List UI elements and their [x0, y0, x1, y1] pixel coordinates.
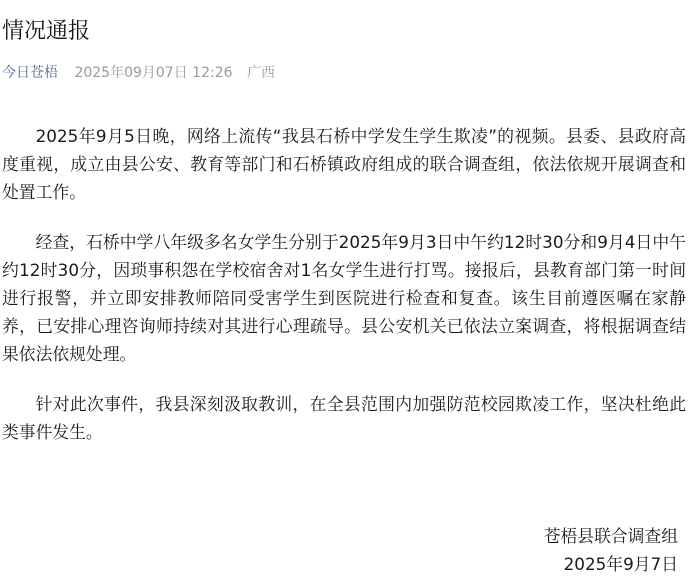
paragraph: 针对此次事件，我县深刻汲取教训，在全县范围内加强防范校园欺凌工作，坚决杜绝此类事件发生。 [2, 394, 686, 442]
article-title: 情况通报 [2, 19, 91, 44]
publish-time: 2025年09月07日 12:26 [74, 65, 233, 81]
paragraph: 2025年9月5日晚，网络上流传“我县石桥中学发生学生欺凌”的视频。县委、县政府高度重视，成立由县公安、教育等部门和石桥镇政府组成的联合调查组，依法依规开展调查和处置工作。 [2, 126, 686, 202]
signature-date: 2025年9月7日 [563, 554, 678, 574]
publish-location: 广西 [246, 65, 275, 81]
article-meta [2, 62, 275, 84]
account-name-link[interactable]: 今日苍梧 [2, 65, 58, 81]
signature-block [544, 522, 678, 578]
signature-organization: 苍梧县联合调查组 [543, 526, 678, 546]
article-body [2, 122, 686, 468]
paragraph: 经查，石桥中学八年级多名女学生分别于2025年9月3日中午约12时30分和9月4日中午约12时30分，因琐事积怨在学校宿舍对1名女学生进行打骂。接报后，县教育部门第一时间进行报警，并立即安排教师陪同受害学生到医院进行检查和复查。该生目前遵医嘱在家静养，已安排心理咨询师持续对其进行心理疏导。县公安机关已依法立案调查，将根据调查结果依法依规处理。 [2, 232, 686, 364]
